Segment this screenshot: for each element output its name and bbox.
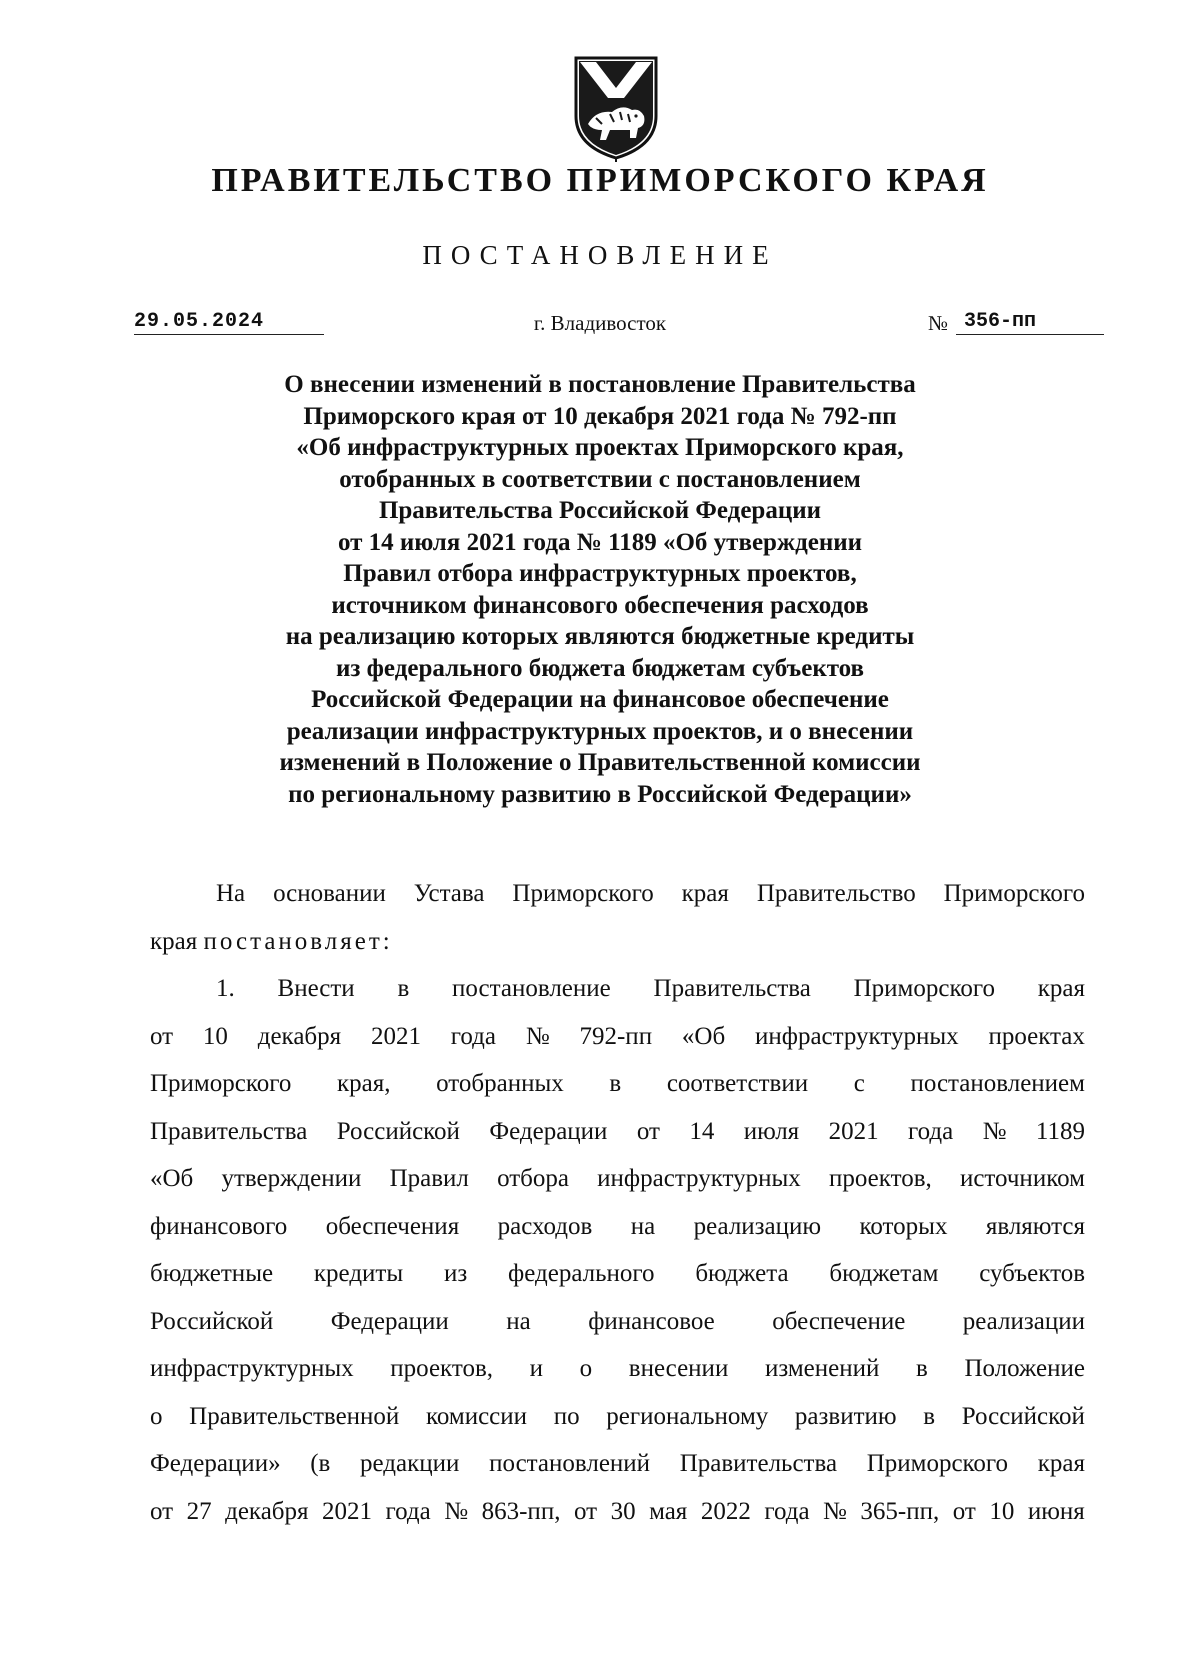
word: на (630, 1212, 656, 1240)
document-subject (150, 369, 1050, 810)
word: основании (273, 880, 386, 907)
word: постановление (452, 975, 611, 1002)
body-line (150, 1250, 1085, 1298)
word: финансового (150, 1212, 288, 1240)
word: мая (649, 1497, 688, 1525)
word: изменений (764, 1355, 880, 1382)
word: от (150, 1497, 174, 1525)
word: от (573, 1497, 598, 1525)
word: финансовое (588, 1307, 715, 1335)
word: обеспечение (772, 1307, 906, 1335)
word: о (150, 1402, 163, 1430)
intro-word: края (150, 927, 198, 955)
word: Правительство (756, 880, 916, 907)
word: № (823, 1497, 847, 1525)
word: На (216, 880, 246, 907)
body-line (150, 1203, 1085, 1251)
word: с (853, 1070, 865, 1097)
subject-line: «Об инфраструктурных проектах Приморского края, (296, 434, 904, 461)
word: в (923, 1402, 936, 1430)
word: Правительства (653, 975, 811, 1002)
word: региональному (606, 1402, 769, 1430)
word: развитию (794, 1402, 897, 1430)
word: края (1037, 1450, 1085, 1477)
word: комиссии (425, 1402, 528, 1430)
word: отобранных (436, 1070, 564, 1097)
word: инфраструктурных (754, 1022, 959, 1050)
intro-paragraph-line (150, 918, 1085, 966)
word: 365-пп, (860, 1497, 940, 1525)
body-line (150, 1345, 1085, 1393)
word: края (1037, 975, 1085, 1002)
word: Положение (964, 1355, 1085, 1382)
word: субъектов (979, 1260, 1085, 1287)
word: Приморского (512, 880, 654, 907)
subject-line: Правил отбора инфраструктурных проектов, (343, 560, 857, 587)
subject-line: изменений в Положение о Правительственной комиссии (279, 749, 921, 776)
word: обеспечения (325, 1212, 460, 1240)
document-date: 29.05.2024 (134, 310, 324, 335)
subject-line: источником финансового обеспечения расходов (331, 591, 869, 619)
subject-line: отобранных в соответствии с постановлением (339, 465, 861, 493)
word: в (397, 975, 410, 1002)
word: 792-пп (579, 1022, 653, 1050)
word: реализации (962, 1307, 1085, 1335)
word: 27 (186, 1497, 212, 1525)
word: № (525, 1022, 550, 1050)
word: 14 (689, 1117, 715, 1145)
word: 2021 (828, 1117, 879, 1145)
subject-line: из федерального бюджета бюджетам субъектов (335, 654, 865, 682)
word: Приморского (853, 975, 995, 1002)
subject-line: от 14 июля 2021 года № 1189 «Об утверждении (337, 528, 863, 556)
word: Правительства (150, 1117, 308, 1145)
body-line (150, 1013, 1085, 1061)
number-sign: № (928, 311, 949, 335)
document-number: 356-пп (956, 310, 1104, 335)
word: декабря (225, 1497, 309, 1525)
word: инфраструктурных (150, 1355, 354, 1382)
word: кредиты (313, 1260, 404, 1287)
word: от (636, 1117, 660, 1145)
word: из (443, 1260, 468, 1287)
word: реализацию (693, 1212, 822, 1240)
word: Правил (389, 1165, 469, 1192)
word: проектах (988, 1022, 1085, 1050)
word: № (444, 1497, 469, 1525)
word: инфраструктурных (597, 1165, 801, 1192)
word: Федерации» (150, 1450, 281, 1477)
intro-paragraph-line (150, 870, 1085, 918)
word: проектов, (390, 1355, 494, 1382)
word: июня (1027, 1497, 1085, 1525)
coat-of-arms-emblem (566, 54, 666, 162)
word: источником (959, 1165, 1085, 1192)
word: бюджетные (150, 1260, 274, 1287)
government-title: ПРАВИТЕЛЬСТВО ПРИМОРСКОГО КРАЯ (211, 162, 989, 199)
subject-line: по региональному развитию в Российской Федерации» (288, 780, 912, 808)
word: «Об (150, 1165, 194, 1192)
word: года (764, 1497, 810, 1525)
word: внесении (628, 1355, 729, 1382)
word: года (385, 1497, 431, 1525)
word: от (952, 1497, 976, 1525)
word: № (982, 1117, 1007, 1145)
word: от (150, 1022, 174, 1050)
document-city: г. Владивосток (533, 311, 667, 335)
word: в (916, 1355, 928, 1382)
word: 2021 (322, 1497, 373, 1525)
word: федерального (508, 1260, 655, 1287)
word: 10 (989, 1497, 1015, 1525)
word: Российской (150, 1307, 274, 1335)
body-line (150, 965, 1085, 1013)
word: Российской (961, 1402, 1085, 1430)
word: 2022 (700, 1497, 751, 1525)
decree-verb: постановляет: (203, 927, 393, 955)
word: июля (743, 1117, 800, 1145)
word: Внести (277, 975, 355, 1002)
word: «Об (681, 1022, 726, 1050)
subject-line: Российской Федерации на финансовое обеспечение (311, 686, 889, 713)
word: Федерации (489, 1117, 608, 1145)
body-line (150, 1393, 1085, 1441)
word: края, (336, 1070, 391, 1097)
word: 1189 (1035, 1117, 1085, 1145)
document-body (150, 870, 1085, 1535)
word: (в (310, 1450, 331, 1477)
word: 863-пп, (481, 1497, 561, 1525)
word: бюджета (695, 1260, 789, 1287)
word: Приморского (943, 880, 1085, 907)
body-line (150, 1060, 1085, 1108)
body-line (150, 1440, 1085, 1488)
word: редакции (360, 1450, 460, 1477)
word: Правительства (679, 1450, 838, 1477)
word: Приморского (150, 1070, 292, 1097)
word: бюджетам (829, 1260, 939, 1287)
document-type: ПОСТАНОВЛЕНИЕ (422, 240, 778, 270)
word: отбора (497, 1165, 569, 1192)
word: которых (859, 1212, 948, 1240)
body-line (150, 1488, 1085, 1536)
word: Российской (336, 1117, 460, 1145)
word: в (609, 1070, 622, 1097)
word: утверждении (221, 1165, 362, 1192)
subject-line: реализации инфраструктурных проектов, и о внесении (286, 717, 914, 745)
word: расходов (497, 1212, 593, 1240)
word: 1. (216, 975, 235, 1002)
subject-line: Правительства Российской Федерации (378, 497, 822, 524)
subject-line: Приморского края от 10 декабря 2021 года № 792-пп (303, 402, 897, 430)
word: соответствии (666, 1070, 809, 1097)
word: и (529, 1355, 544, 1382)
word: Устава (413, 880, 485, 907)
word: по (553, 1402, 580, 1430)
word: Федерации (330, 1307, 449, 1335)
word: 10 (202, 1022, 228, 1050)
subject-line: на реализацию которых являются бюджетные кредиты (285, 623, 915, 650)
body-line (150, 1108, 1085, 1156)
word: года (450, 1022, 496, 1050)
word: 30 (610, 1497, 636, 1525)
subject-line: О внесении изменений в постановление Правительства (284, 371, 916, 398)
word: Правительственной (189, 1402, 400, 1430)
word: проектов, (829, 1165, 932, 1192)
body-line (150, 1298, 1085, 1346)
word: постановлением (910, 1070, 1085, 1097)
word: Приморского (866, 1450, 1009, 1477)
word: края (681, 880, 729, 907)
body-line (150, 1155, 1085, 1203)
word: 2021 (370, 1022, 421, 1050)
word: декабря (257, 1022, 342, 1050)
word: на (506, 1307, 531, 1335)
word: являются (985, 1212, 1085, 1240)
word: постановлений (489, 1450, 651, 1477)
word: года (908, 1117, 954, 1145)
word: о (579, 1355, 593, 1382)
